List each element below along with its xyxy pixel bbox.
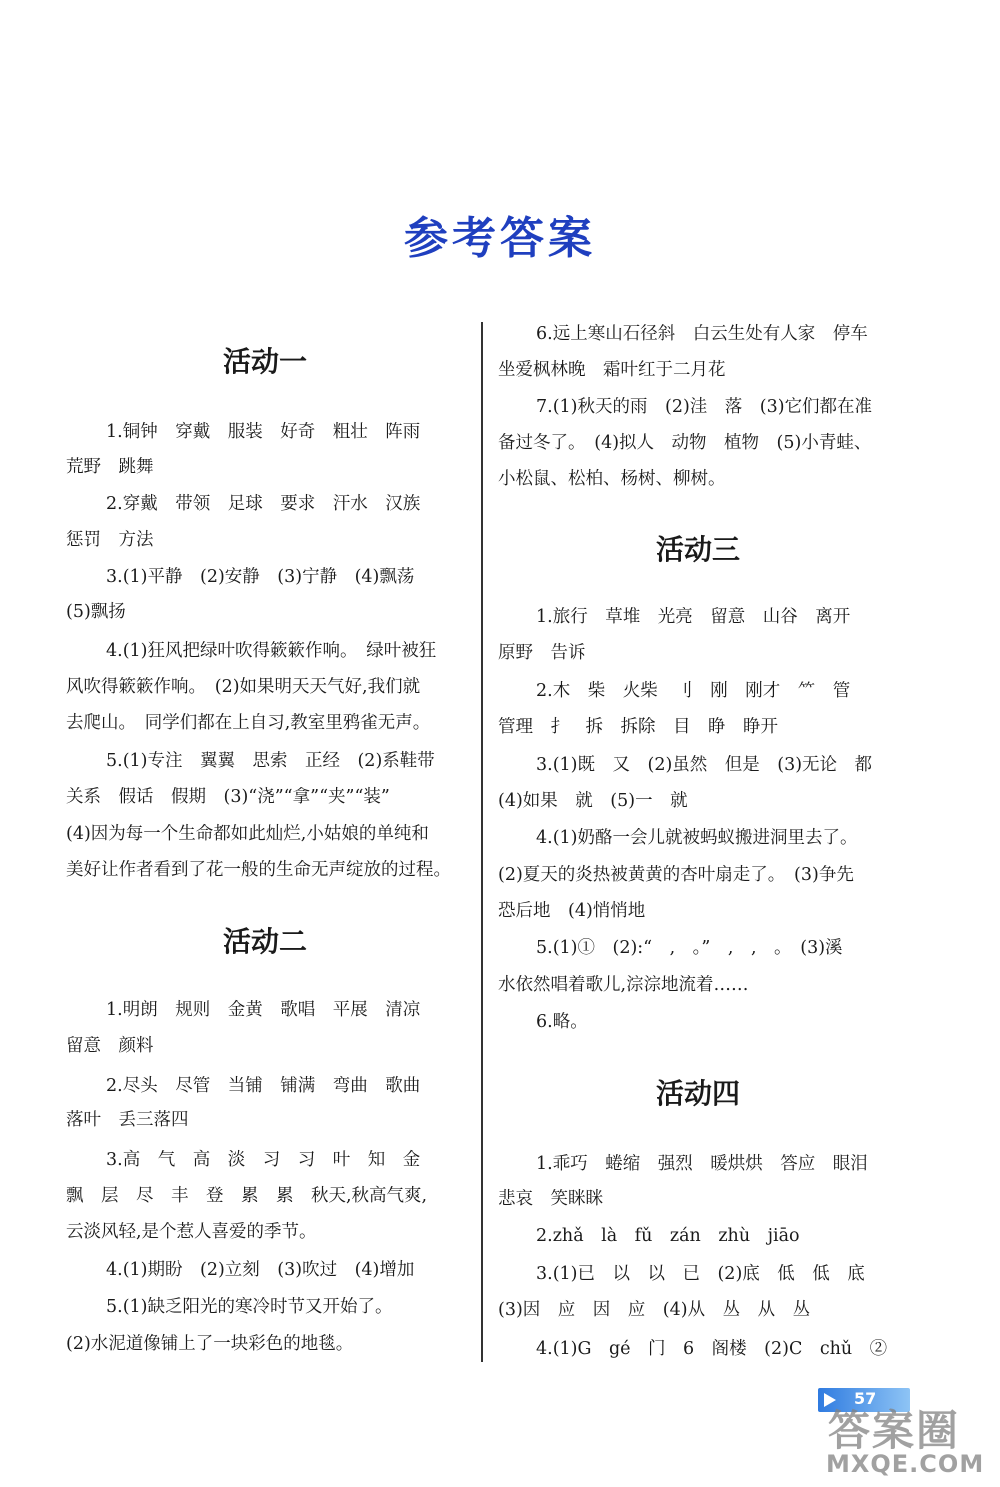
answer-line: 1.旅行 草堆 光亮 留意 山谷 离开 (536, 607, 851, 627)
answer-line: 小松鼠、松柏、杨树、柳树。 (498, 469, 726, 489)
answer-line: 4.(1)狂风把绿叶吹得簌簌作响。 绿叶被狂 (106, 641, 437, 661)
answer-line: 水依然唱着歌儿,淙淙地流着…… (498, 975, 749, 995)
answer-line: 7.(1)秋天的雨 (2)洼 落 (3)它们都在准 (536, 397, 873, 417)
answer-line: 3.高 气 高 淡 习 习 叶 知 金 (106, 1150, 421, 1170)
answer-line: 1.明朗 规则 金黄 歌唱 平展 清凉 (106, 1000, 421, 1020)
answer-line: 1.铜钟 穿戴 服装 好奇 粗壮 阵雨 (106, 422, 421, 442)
answer-line: (4)如果 就 (5)一 就 (498, 791, 688, 811)
answer-line: 美好让作者看到了花一般的生命无声绽放的过程。 (66, 860, 451, 880)
answer-line: 4.(1)奶酪一会儿就被蚂蚁搬进洞里去了。 (536, 828, 858, 848)
answer-line: (2)水泥道像铺上了一块彩色的地毯。 (66, 1334, 354, 1354)
answer-line: (3)因 应 因 应 (4)从 丛 从 丛 (498, 1300, 811, 1320)
answer-line: 2.zhǎ là fǔ zán zhù jiāo (536, 1226, 800, 1246)
answer-line: 原野 告诉 (498, 643, 586, 663)
answer-line: 备过冬了。 (4)拟人 动物 植物 (5)小青蛙、 (498, 433, 872, 453)
answer-line: 3.(1)平静 (2)安静 (3)宁静 (4)飘荡 (106, 567, 415, 587)
answer-line: 2.穿戴 带领 足球 要求 汗水 汉族 (106, 494, 421, 514)
watermark-text: 答案圈 (828, 1406, 961, 1455)
answer-line: 5.(1)缺乏阳光的寒冷时节又开始了。 (106, 1297, 393, 1317)
watermark-url: MXQE.COM (826, 1450, 985, 1478)
section-heading-activity-1: 活动一 (222, 345, 307, 378)
answer-line: (2)夏天的炎热被黄黄的杏叶扇走了。 (3)争先 (498, 865, 854, 885)
answer-line: 4.(1)G gé 门 6 阁楼 (2)C chǔ ② (536, 1339, 888, 1359)
section-heading-activity-3: 活动三 (655, 533, 740, 566)
answer-line: (4)因为每一个生命都如此灿烂,小姑娘的单纯和 (66, 824, 429, 844)
answer-line: 2.木 柴 火柴 刂 刚 刚才 ⺮ 管 (536, 681, 851, 701)
page-number: 57 (854, 1389, 877, 1408)
answer-line: 2.尽头 尽管 当铺 铺满 弯曲 歌曲 (106, 1076, 421, 1096)
answer-line: 3.(1)已 以 以 已 (2)底 低 低 底 (536, 1264, 865, 1284)
answer-line: 悲哀 笑眯眯 (498, 1189, 603, 1209)
answer-line: 6.远上寒山石径斜 白云生处有人家 停车 (536, 324, 868, 344)
answer-line: 5.(1)专注 翼翼 思索 正经 (2)系鞋带 (106, 751, 435, 771)
answer-line: 惩罚 方法 (66, 530, 154, 550)
column-divider (481, 322, 483, 1362)
answer-line: 留意 颜料 (66, 1036, 154, 1056)
answer-line: 坐爱枫林晚 霜叶红于二月花 (498, 360, 726, 380)
section-heading-activity-2: 活动二 (222, 925, 307, 958)
answer-line: 云淡风轻,是个惹人喜爱的季节。 (66, 1222, 317, 1242)
watermark-logo (818, 1398, 998, 1478)
section-heading-activity-4: 活动四 (655, 1077, 740, 1110)
answer-line: 关系 假话 假期 (3)“浇”“拿”“夹”“装” (66, 787, 390, 807)
answer-line: 3.(1)既 又 (2)虽然 但是 (3)无论 都 (536, 755, 873, 775)
answer-line: 风吹得簌簌作响。 (2)如果明天天气好,我们就 (66, 677, 421, 697)
answer-line: 1.乖巧 蜷缩 强烈 暖烘烘 答应 眼泪 (536, 1154, 868, 1174)
answer-line: 飘 层 尽 丰 登 累 累 秋天,秋高气爽, (66, 1186, 428, 1206)
answer-line: 6.略。 (536, 1012, 588, 1032)
answer-line: 恐后地 (4)悄悄地 (498, 901, 646, 921)
answer-line: 管理 扌 拆 拆除 目 睁 睁开 (498, 717, 778, 737)
answer-line: 荒野 跳舞 (66, 457, 154, 477)
page-title: 参考答案 (404, 213, 596, 264)
answer-line: 4.(1)期盼 (2)立刻 (3)吹过 (4)增加 (106, 1260, 415, 1280)
answer-line: (5)飘扬 (66, 602, 126, 622)
answer-line: 去爬山。 同学们都在上自习,教室里鸦雀无声。 (66, 713, 431, 733)
answer-line: 落叶 丢三落四 (66, 1110, 189, 1130)
answer-line: 5.(1)① (2):“ , 。” , , 。 (3)溪 (536, 938, 843, 958)
